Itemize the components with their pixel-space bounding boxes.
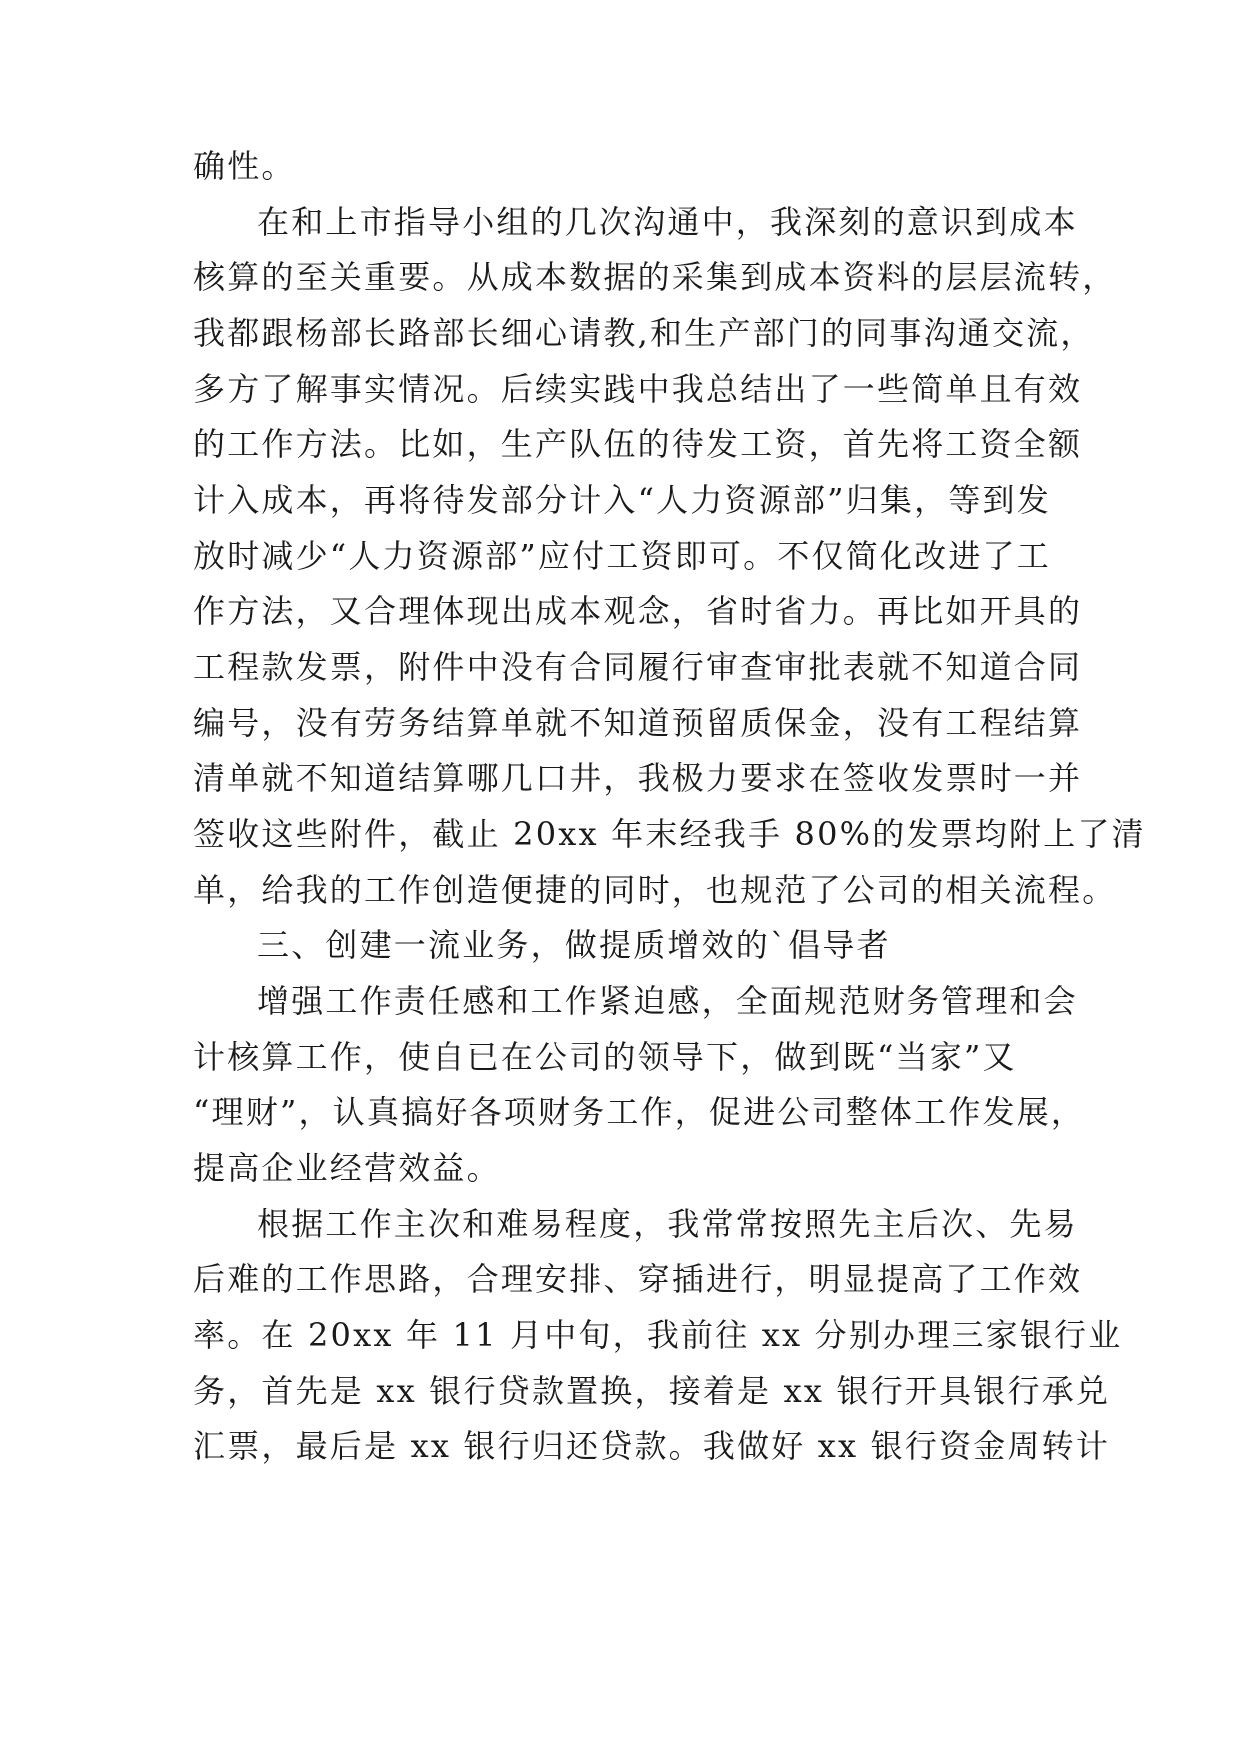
paragraph-start-line: 增强工作责任感和工作紧迫感，全面规范财务管理和会 (257, 982, 1078, 1020)
text-line: 工程款发票，附件中没有合同履行审查审批表就不知道合同 (193, 648, 1083, 686)
text-line: 我都跟杨部长路部长细心请教,和生产部门的同事沟通交流， (193, 314, 1095, 352)
text-line: 提高企业经营效益。 (193, 1149, 501, 1187)
text-line: 签收这些附件，截止 20xx 年末经我手 80%的发票均附上了清 (193, 815, 1146, 853)
text-line: 计核算工作，使自已在公司的领导下，做到既“当家”又 (193, 1038, 1017, 1076)
text-line: 多方了解事实情况。后续实践中我总结出了一些简单且有效 (193, 370, 1083, 408)
text-line: 核算的至关重要。从成本数据的采集到成本资料的层层流转， (193, 258, 1117, 296)
text-line: 汇票，最后是 xx 银行归还贷款。我做好 xx 银行资金周转计 (193, 1427, 1111, 1465)
text-line: 编号，没有劳务结算单就不知道预留质保金，没有工程结算 (193, 704, 1083, 742)
section-heading: 三、创建一流业务，做提质增效的`倡导者 (257, 926, 891, 964)
text-line: 的工作方法。比如，生产队伍的待发工资，首先将工资全额 (193, 425, 1083, 463)
text-line: 放时减少“人力资源部”应付工资即可。不仅简化改进了工 (193, 537, 1051, 575)
text-line: 确性。 (193, 147, 296, 185)
paragraph-start-line: 根据工作主次和难易程度，我常常按照先主后次、先易 (257, 1205, 1078, 1243)
text-line: 单，给我的工作创造便捷的同时，也规范了公司的相关流程。 (193, 871, 1117, 909)
text-line: 作方法，又合理体现出成本观念，省时省力。再比如开具的 (193, 592, 1083, 630)
text-line: 后难的工作思路，合理安排、穿插进行，明显提高了工作效 (193, 1260, 1083, 1298)
text-line: 计入成本，再将待发部分计入“人力资源部”归集，等到发 (193, 481, 1051, 519)
text-line: 务，首先是 xx 银行贷款置换，接着是 xx 银行开具银行承兑 (193, 1372, 1111, 1410)
paragraph-start-line: 在和上市指导小组的几次沟通中，我深刻的意识到成本 (257, 203, 1078, 241)
text-line: “理财”，认真搞好各项财务工作，促进公司整体工作发展， (193, 1093, 1086, 1131)
text-line: 清单就不知道结算哪几口井，我极力要求在签收发票时一并 (193, 759, 1083, 797)
text-line: 率。在 20xx 年 11 月中旬，我前往 xx 分别办理三家银行业 (193, 1316, 1123, 1354)
